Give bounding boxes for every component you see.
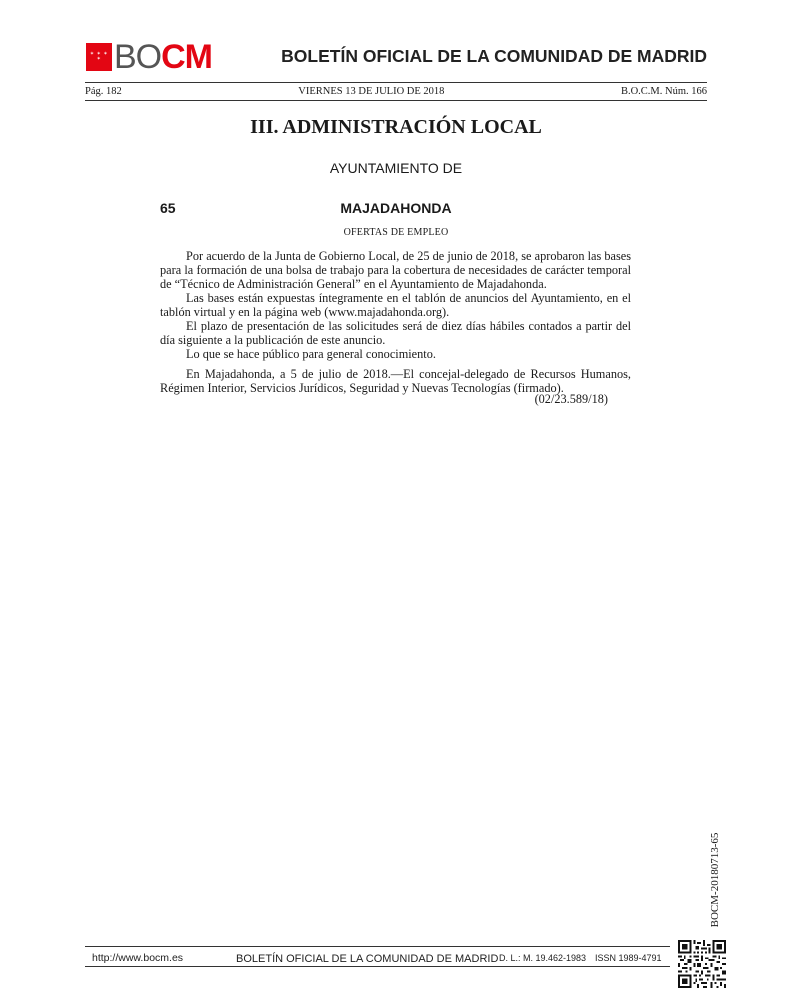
issue-number: B.O.C.M. Núm. 166 [620, 86, 707, 97]
entry-number: 65 [160, 200, 176, 216]
announcement-body [160, 249, 631, 395]
qr-code-icon [678, 940, 726, 988]
madrid-flag-icon [86, 43, 112, 71]
logo-bo: BO [114, 38, 162, 76]
footer-title: BOLETÍN OFICIAL DE LA COMUNIDAD DE MADRID [236, 953, 499, 965]
announcement-reference: (02/23.589/18) [534, 392, 608, 406]
section-title: III. ADMINISTRACIÓN LOCAL [250, 116, 542, 138]
footer-rule-top [85, 946, 670, 947]
paragraph-4: Lo que se hace público para general conocimiento. [186, 347, 436, 361]
logo-cm: CM [161, 38, 213, 76]
municipality-name: MAJADAHONDA [340, 200, 452, 216]
footer-legal-deposit: D. L.: M. 19.462-1983 [499, 953, 587, 963]
issue-date: VIERNES 13 DE JULIO DE 2018 [298, 86, 445, 97]
header-meta-row [85, 86, 707, 97]
footer-url-link[interactable]: http://www.bocm.es [92, 952, 184, 964]
side-code-text: BOCM-20180713-65 [709, 832, 721, 928]
header-rule-bottom [85, 100, 707, 101]
paragraph-1: Por acuerdo de la Junta de Gobierno Local, de 25 de junio de 2018, se aprobaron las bases para la formación de una bolsa de trabajo para la cobertura de necesidades de carácter temporal de “Técnico de Administración General” en el Ayuntamiento de Majadahonda. [160, 249, 631, 291]
paragraph-3: El plazo de presentación de las solicitudes será de diez días hábiles contados a partir del día siguiente a la publicación de este anuncio. [160, 319, 631, 347]
topic-heading: OFERTAS DE EMPLEO [343, 227, 449, 238]
paragraph-5: En Majadahonda, a 5 de julio de 2018.—El concejal-delegado de Recursos Humanos, Régimen Interior, Servicios Jurídicos, Seguridad y Nuevas Tecnologías (firmado). [160, 367, 631, 395]
header-rule-top [85, 82, 707, 83]
bocm-logo-icon [86, 40, 212, 74]
page-number: Pág. 182 [85, 86, 122, 97]
paragraph-2: Las bases están expuestas íntegramente en el tablón de anuncios del Ayuntamiento, en el tablón virtual y en la página web (www.majadahonda.org). [160, 291, 631, 319]
footer-issn: ISSN 1989-4791 [595, 953, 662, 963]
footer-rule-bottom [85, 966, 670, 967]
logo-text [114, 40, 212, 74]
publication-title: BOLETÍN OFICIAL DE LA COMUNIDAD DE MADRID [281, 46, 707, 66]
subsection-title: AYUNTAMIENTO DE [329, 160, 463, 176]
logo-stars: ✶ ✶ ✶ ✶ [89, 51, 109, 62]
side-document-code [708, 828, 722, 932]
